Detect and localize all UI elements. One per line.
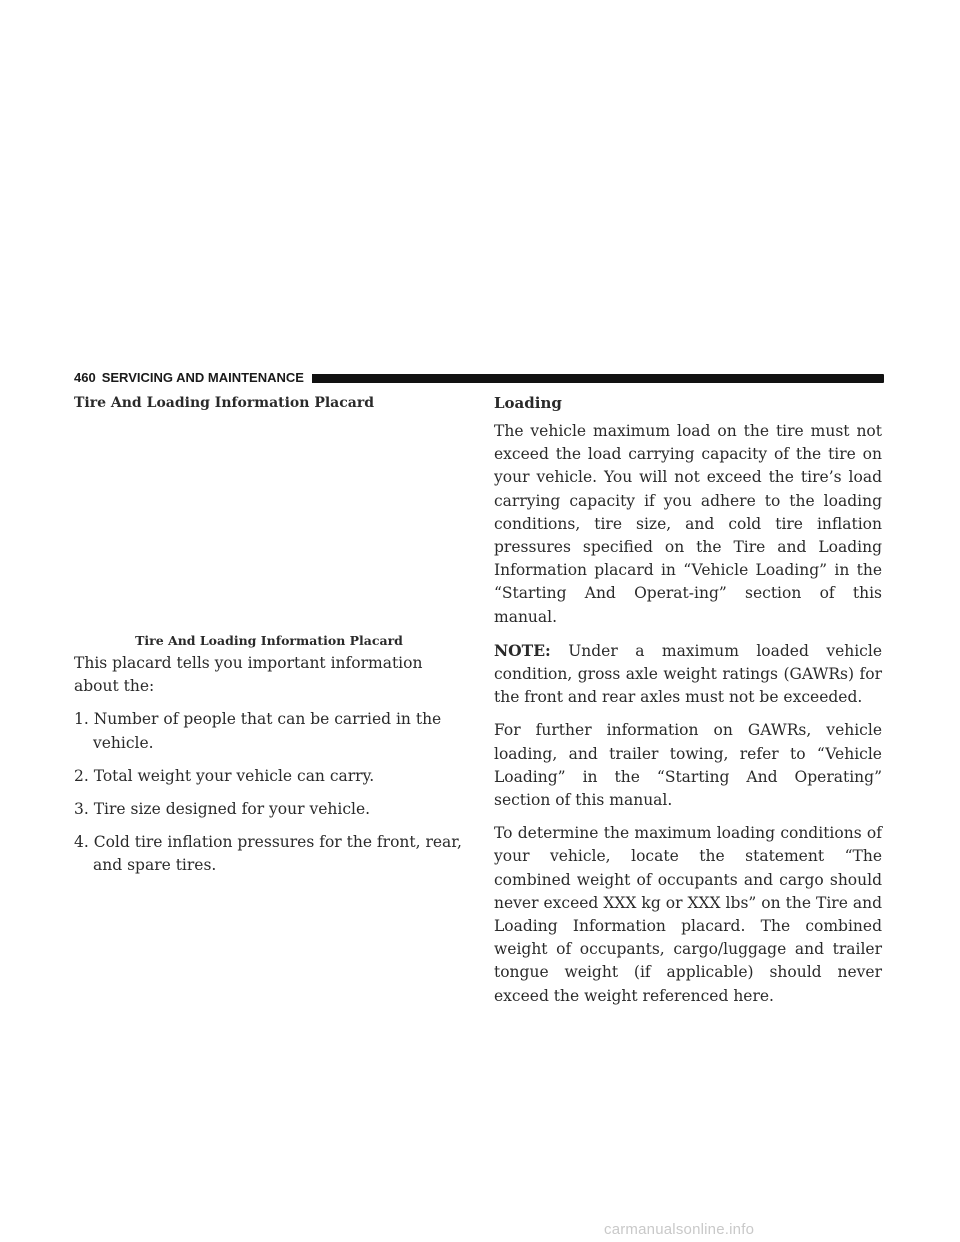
right-column (494, 392, 882, 1018)
intro-paragraph: This placard tells you important information about the: (74, 654, 423, 696)
page-number: 460 (74, 370, 96, 385)
loading-heading: Loading (494, 394, 562, 412)
list-item: 1. Number of people that can be carried in the vehicle. (74, 710, 442, 752)
placard-figure (74, 414, 464, 632)
list-item: 4. Cold tire inflation pressures for the front, rear, and spare tires. (74, 833, 462, 875)
list-item: 2. Total weight your vehicle can carry. (74, 766, 375, 785)
header-rule (312, 374, 884, 383)
note-paragraph (494, 639, 882, 710)
loading-paragraph-1: The vehicle maximum load on the tire must not exceed the load carrying capacity of the tire on your vehicle. You will not exceed the tire’s load carrying capacity if you adhere to the loading conditions, tire size, and cold tire inflation pressures specified on the Tire and Loading Information placard in “Vehicle Loading” in the “Starting And Operat-ing” section of this manual. (494, 422, 882, 626)
list-item: 3. Tire size designed for your vehicle. (74, 800, 371, 819)
placard-heading: Tire And Loading Information Placard (74, 395, 375, 411)
figure-caption: Tire And Loading Information Placard (135, 633, 403, 648)
note-text: Under a maximum loaded vehicle condition, gross axle weight ratings (GAWRs) for the front and rear axles must not be exceeded. (494, 641, 882, 707)
left-column (74, 392, 464, 888)
loading-paragraph-3: To determine the maximum loading conditions of your vehicle, locate the statement “The combined weight of occupants and cargo should never exceed XXX kg or XXX lbs” on the Tire and Loading Information placard. The combined weight of occupants, cargo/luggage and trailer tongue weight (if applicable) should never exceed the weight referenced here. (494, 824, 882, 1005)
section-title: SERVICING AND MAINTENANCE (101, 370, 304, 385)
watermark-logo: carmanualsonline.info (604, 1221, 755, 1238)
loading-paragraph-2: For further information on GAWRs, vehicle loading, and trailer towing, refer to “Vehicle Loading” in the “Starting And Operating” section of this manual. (494, 721, 882, 810)
note-label: NOTE: (494, 640, 551, 660)
page-header (74, 370, 884, 386)
